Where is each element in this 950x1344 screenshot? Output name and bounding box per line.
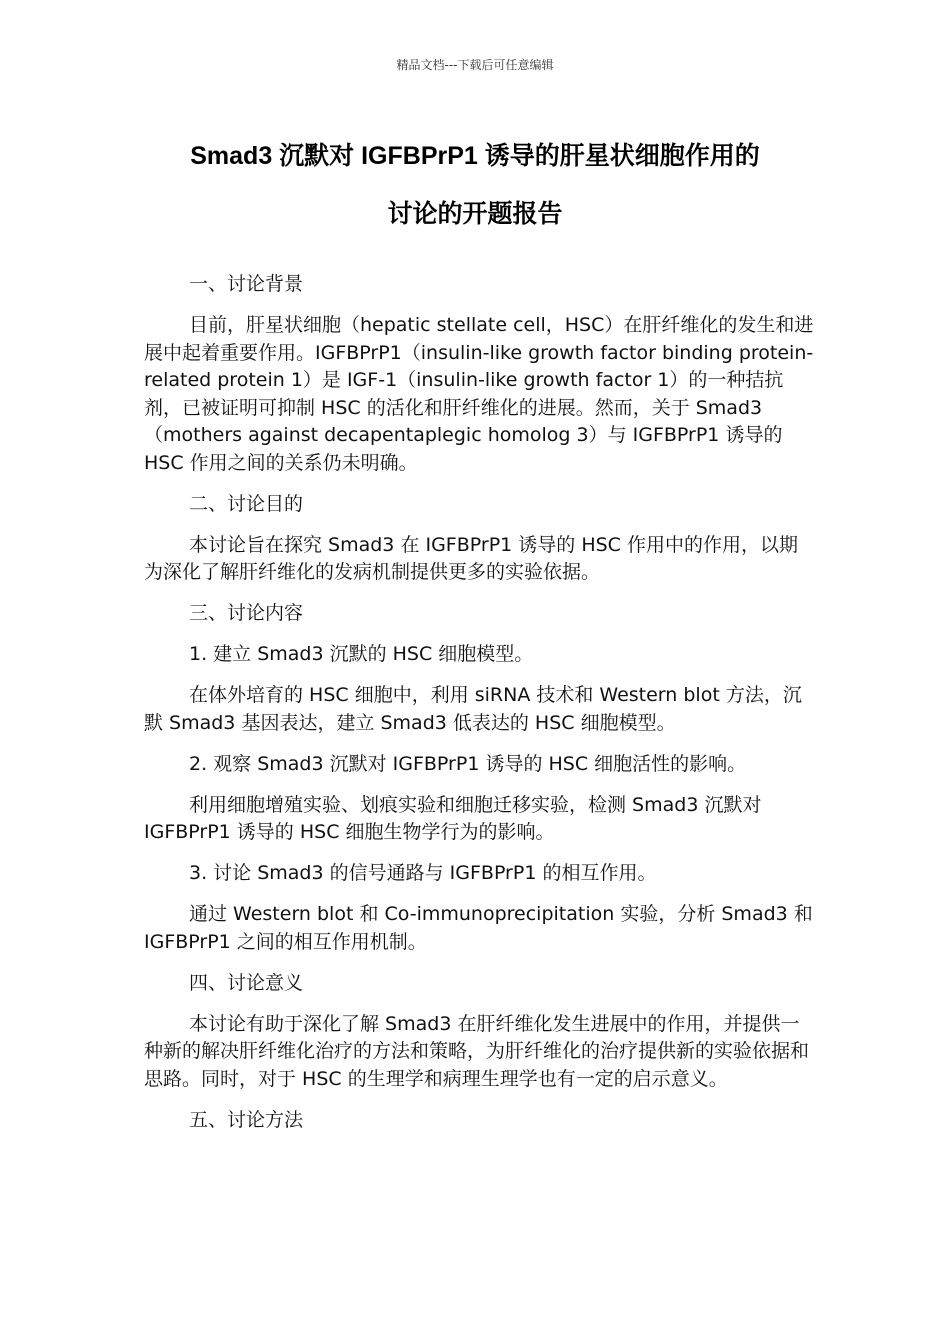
document-title-line-2: 讨论的开题报告 [387,200,563,228]
background-paragraph: 目前，肝星状细胞（hepatic stellate cell，HSC）在肝纤维化的发生和进展中起着重要作用。IGFBPrP1（insulin-like growth factor binding protein-related protein 1）是 IGF-1（insulin-like growth factor 1）的一种拮抗剂，已被证明可抑制 HSC 的活化和肝纤维化的进展。然而，关于 Smad3（mothers against decapentaplegic homolog 3）与 IGFBPrP1 诱导的 HSC 作用之间的关系仍未明确。 [144,314,814,474]
purpose-paragraph: 本讨论旨在探究 Smad3 在 IGFBPrP1 诱导的 HSC 作用中的作用，以期为深化了解肝纤维化的发病机制提供更多的实验依据。 [144,533,798,583]
section-heading-significance: 四、讨论意义 [189,971,304,994]
section-heading-purpose: 二、讨论目的 [189,492,304,515]
content-item-3-text: 通过 Western blot 和 Co-immunoprecipitation 实验，分析 Smad3 和 IGFBPrP1 之间的相互作用机制。 [144,903,813,953]
content-item-2-title: 2. 观察 Smad3 沉默对 IGFBPrP1 诱导的 HSC 细胞活性的影响。 [189,752,747,775]
significance-paragraph: 本讨论有助于深化了解 Smad3 在肝纤维化发生进展中的作用，并提供一种新的解决肝纤维化治疗的方法和策略，为肝纤维化的治疗提供新的实验依据和思路。同时，对于 HSC 的生理学和病理生理学也有一定的启示意义。 [144,1012,810,1090]
document-title-line-1: Smad3 沉默对 IGFBPrP1 诱导的肝星状细胞作用的 [190,142,760,170]
content-item-1-title: 1. 建立 Smad3 沉默的 HSC 细胞模型。 [189,643,534,665]
content-item-1-text: 在体外培育的 HSC 细胞中，利用 siRNA 技术和 Western blot 方法，沉默 Smad3 基因表达，建立 Smad3 低表达的 HSC 细胞模型。 [144,684,802,734]
document-body [144,271,816,1148]
section-heading-methods: 五、讨论方法 [189,1108,304,1131]
content-item-2-text: 利用细胞增殖实验、划痕实验和细胞迁移实验，检测 Smad3 沉默对 IGFBPrP1 诱导的 HSC 细胞生物学行为的影响。 [144,793,762,843]
section-heading-background: 一、讨论背景 [189,273,304,295]
header-note: 精品文档---下载后可任意编辑 [396,58,554,72]
section-heading-content: 三、讨论内容 [189,602,304,624]
content-item-3-title: 3. 讨论 Smad3 的信号通路与 IGFBPrP1 的相互作用。 [189,862,657,884]
